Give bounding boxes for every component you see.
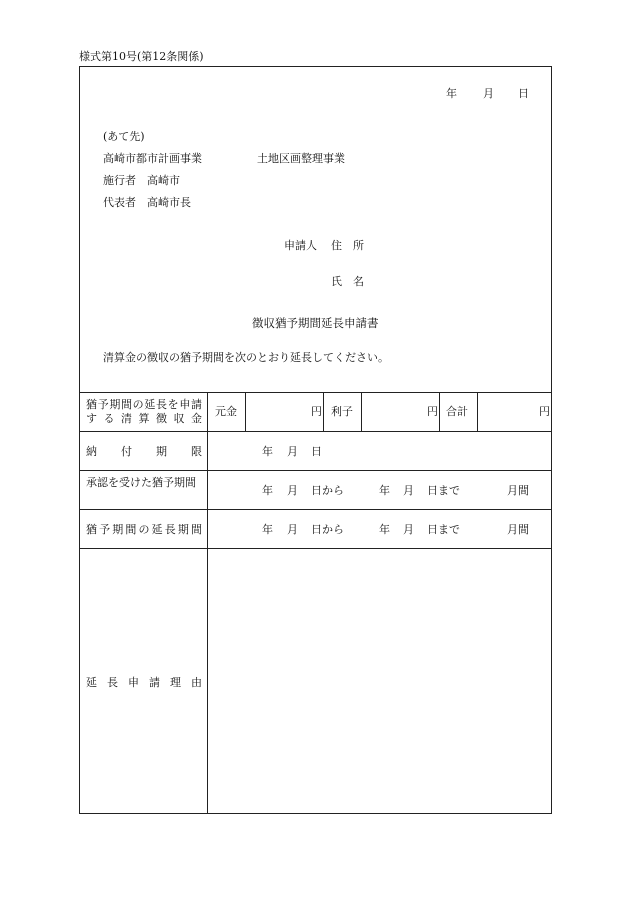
extension-start-year: 年	[262, 523, 273, 536]
form-number: 様式第10号(第12条関係)	[79, 50, 204, 63]
deadline-month: 月	[287, 445, 298, 458]
addressee-representative: 代表者 高崎市長	[103, 196, 191, 209]
cell-divider-total-label	[439, 392, 440, 431]
approved-start-year: 年	[262, 484, 273, 497]
addressee-executor: 施行者 高崎市	[103, 174, 180, 187]
deadline-day: 日	[311, 445, 322, 458]
date-month-label: 月	[483, 87, 494, 100]
extension-end-year: 年	[379, 523, 390, 536]
addressee-project-type: 土地区画整理事業	[257, 152, 345, 165]
reason-char-6: 由	[191, 676, 202, 689]
interest-yen: 円	[427, 405, 438, 418]
extension-end-month: 月	[403, 523, 414, 536]
approved-start-from: 日から	[311, 484, 344, 497]
approved-end-month: 月	[403, 484, 414, 497]
payment-deadline-char-1: 納	[86, 445, 97, 458]
deadline-year: 年	[262, 445, 273, 458]
row-label-extension-reason	[86, 677, 202, 688]
payment-deadline-char-4: 限	[191, 445, 202, 458]
extension-start-month: 月	[287, 523, 298, 536]
extension-start-from: 日から	[311, 523, 344, 536]
interest-label: 利子	[331, 405, 353, 418]
cell-divider-principal	[245, 392, 246, 431]
approved-end-year: 年	[379, 484, 390, 497]
approved-end-until: 日まで	[427, 484, 460, 497]
reason-char-3: 申	[128, 676, 139, 689]
document-title: 徴収猶予期間延長申請書	[252, 316, 379, 330]
payment-deadline-char-3: 期	[156, 445, 167, 458]
row-label-approved-period: 承認を受けた猶予期間	[86, 476, 196, 489]
addressee-project: 高崎市都市計画事業	[103, 152, 202, 165]
request-statement: 清算金の徴収の猶予期間を次のとおり延長してください。	[103, 351, 389, 364]
label-column-divider	[207, 392, 208, 814]
payment-deadline-char-2: 付	[121, 445, 132, 458]
row-label-payment-deadline	[86, 446, 202, 457]
approved-start-month: 月	[287, 484, 298, 497]
reason-char-2: 長	[107, 676, 118, 689]
cell-divider-total	[477, 392, 478, 431]
total-yen: 円	[539, 405, 550, 418]
extension-months: 月間	[507, 523, 529, 536]
row-divider-1	[79, 431, 552, 432]
cell-divider-interest-label	[323, 392, 324, 431]
applicant-label: 申請人	[284, 239, 317, 252]
total-label: 合計	[446, 405, 468, 418]
row-label-extension-period: 猶予期間の延長期間	[86, 523, 202, 536]
applicant-name-label: 氏 名	[331, 275, 364, 288]
reason-char-4: 請	[149, 676, 160, 689]
extension-end-until: 日まで	[427, 523, 460, 536]
date-year-label: 年	[446, 87, 457, 100]
row-label-deferred-amount: 猶予期間の延長を申請する清算徴収金	[86, 398, 202, 425]
row-divider-2	[79, 470, 552, 471]
reason-char-1: 延	[86, 676, 97, 689]
principal-yen: 円	[311, 405, 322, 418]
row-divider-4	[79, 548, 552, 549]
reason-char-5: 理	[170, 676, 181, 689]
addressee-label: (あて先)	[103, 130, 145, 143]
applicant-address-label: 住 所	[331, 239, 364, 252]
approved-months: 月間	[507, 484, 529, 497]
cell-divider-interest	[361, 392, 362, 431]
date-day-label: 日	[518, 87, 529, 100]
table-top-border	[79, 392, 552, 393]
principal-label: 元金	[215, 405, 237, 418]
row-divider-3	[79, 509, 552, 510]
